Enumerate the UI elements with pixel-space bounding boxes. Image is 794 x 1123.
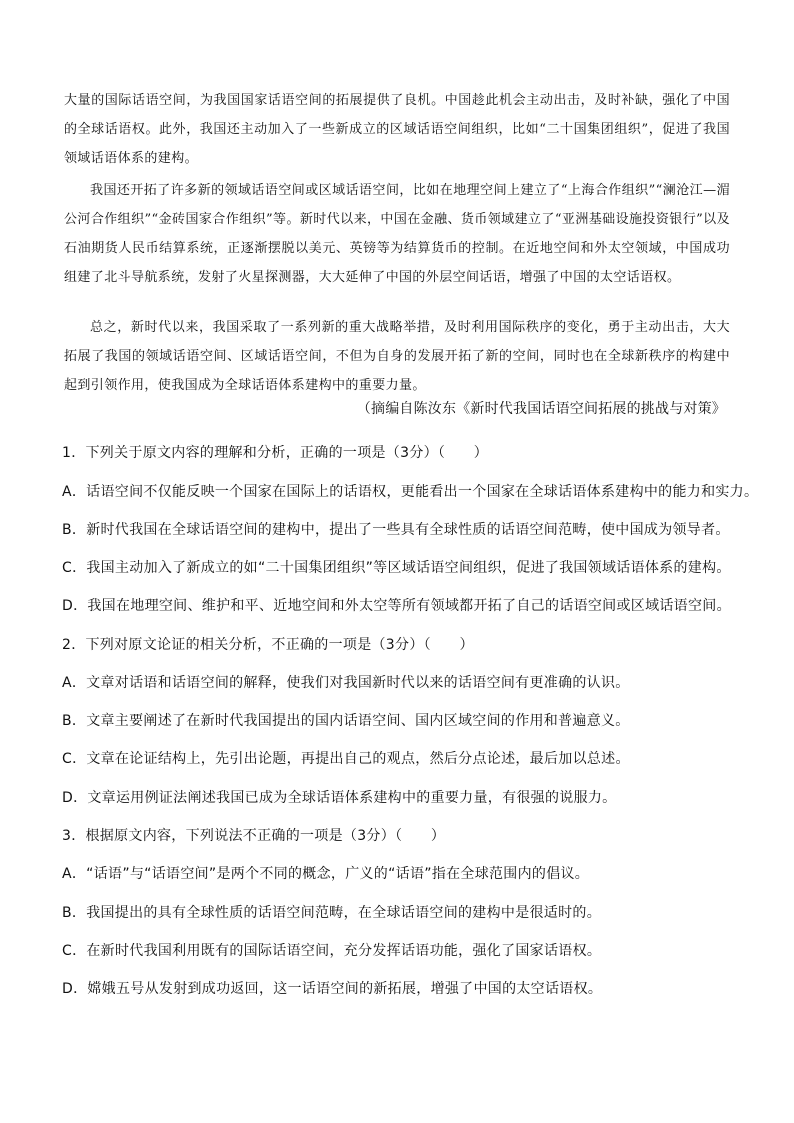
passage-paragraph-2: 我国还开拓了许多新的领域话语空间或区域话语空间，比如在地理空间上建立了“上海合作组织”“澜沧江—湄公河合作组织”“金砖国家合作组织”等。新时代以来，中国在金融、货币领域建立了“亚洲基础设施投资银行”以及石油期货人民币结算系统，正逐渐摆脱以美元、英镑等为结算货币的控制。在近地空间和外太空领域，中国成功组建了北斗导航系统，发射了火星探测器，大大延伸了中国的外层空间话语，增强了中国的太空话语权。	[64, 183, 730, 285]
question-1-option-c: C．我国主动加入了新成立的如“二十国集团组织”等区域话语空间组织，促进了我国领域话语体系的建构。	[62, 560, 731, 576]
question-2-stem: 2．下列对原文论证的相关分析，不正确的一项是（3分）（ ）	[62, 637, 474, 653]
question-3-stem: 3．根据原文内容，下列说法不正确的一项是（3分）（ ）	[62, 828, 446, 844]
source-citation: （摘编自陈汝东《新时代我国话语空间拓展的挑战与对策》	[356, 401, 726, 417]
passage-paragraph-1: 大量的国际话语空间，为我国国家话语空间的拓展提供了良机。中国趁此机会主动出击，及时补缺，强化了中国的全球话语权。此外，我国还主动加入了一些新成立的区域话语空间组织，比如“二十国集团组织”，促进了我国领域话语体系的建构。	[64, 93, 730, 166]
question-3-option-b: B．我国提出的具有全球性质的话语空间范畴，在全球话语空间的建构中是很适时的。	[62, 905, 602, 921]
question-1-option-b: B．新时代我国在全球话语空间的建构中，提出了一些具有全球性质的话语空间范畴，使中国成为领导者。	[62, 522, 730, 538]
question-2-option-d: D．文章运用例证法阐述我国已成为全球话语体系建构中的重要力量，有很强的说服力。	[62, 790, 617, 806]
question-2-option-a: A．文章对话语和话语空间的解释，使我们对我国新时代以来的话语空间有更准确的认识。	[62, 675, 630, 691]
question-2-option-c: C．文章在论证结构上，先引出论题，再提出自己的观点，然后分点论述，最后加以总述。	[62, 751, 630, 767]
question-2-option-b: B．文章主要阐述了在新时代我国提出的国内话语空间、国内区域空间的作用和普遍意义。	[62, 713, 630, 729]
question-1-option-a: A．话语空间不仅能反映一个国家在国际上的话语权，更能看出一个国家在全球话语体系建构中的能力和实力。	[62, 484, 759, 500]
passage-paragraph-3: 总之，新时代以来，我国采取了一系列新的重大战略举措，及时利用国际秩序的变化，勇于主动出击，大大拓展了我国的领域话语空间、区域话语空间，不但为自身的发展开拓了新的空间，同时也在全球新秩序的构建中起到引领作用，使我国成为全球话语体系建构中的重要力量。	[64, 320, 730, 393]
question-1-stem: 1．下列关于原文内容的理解和分析，正确的一项是（3分）（ ）	[62, 445, 489, 461]
question-3-option-c: C．在新时代我国利用既有的国际话语空间，充分发挥话语功能，强化了国家话语权。	[62, 943, 602, 959]
question-3-option-d: D．嫦娥五号从发射到成功返回，这一话语空间的新拓展，增强了中国的太空话语权。	[62, 981, 603, 997]
question-3-option-a: A．“话语”与“话语空间”是两个不同的概念，广义的“话语”指在全球范围内的倡议。	[62, 866, 590, 882]
question-1-option-d: D．我国在地理空间、维护和平、近地空间和外太空等所有领域都开拓了自己的话语空间或区域话语空间。	[62, 598, 731, 614]
